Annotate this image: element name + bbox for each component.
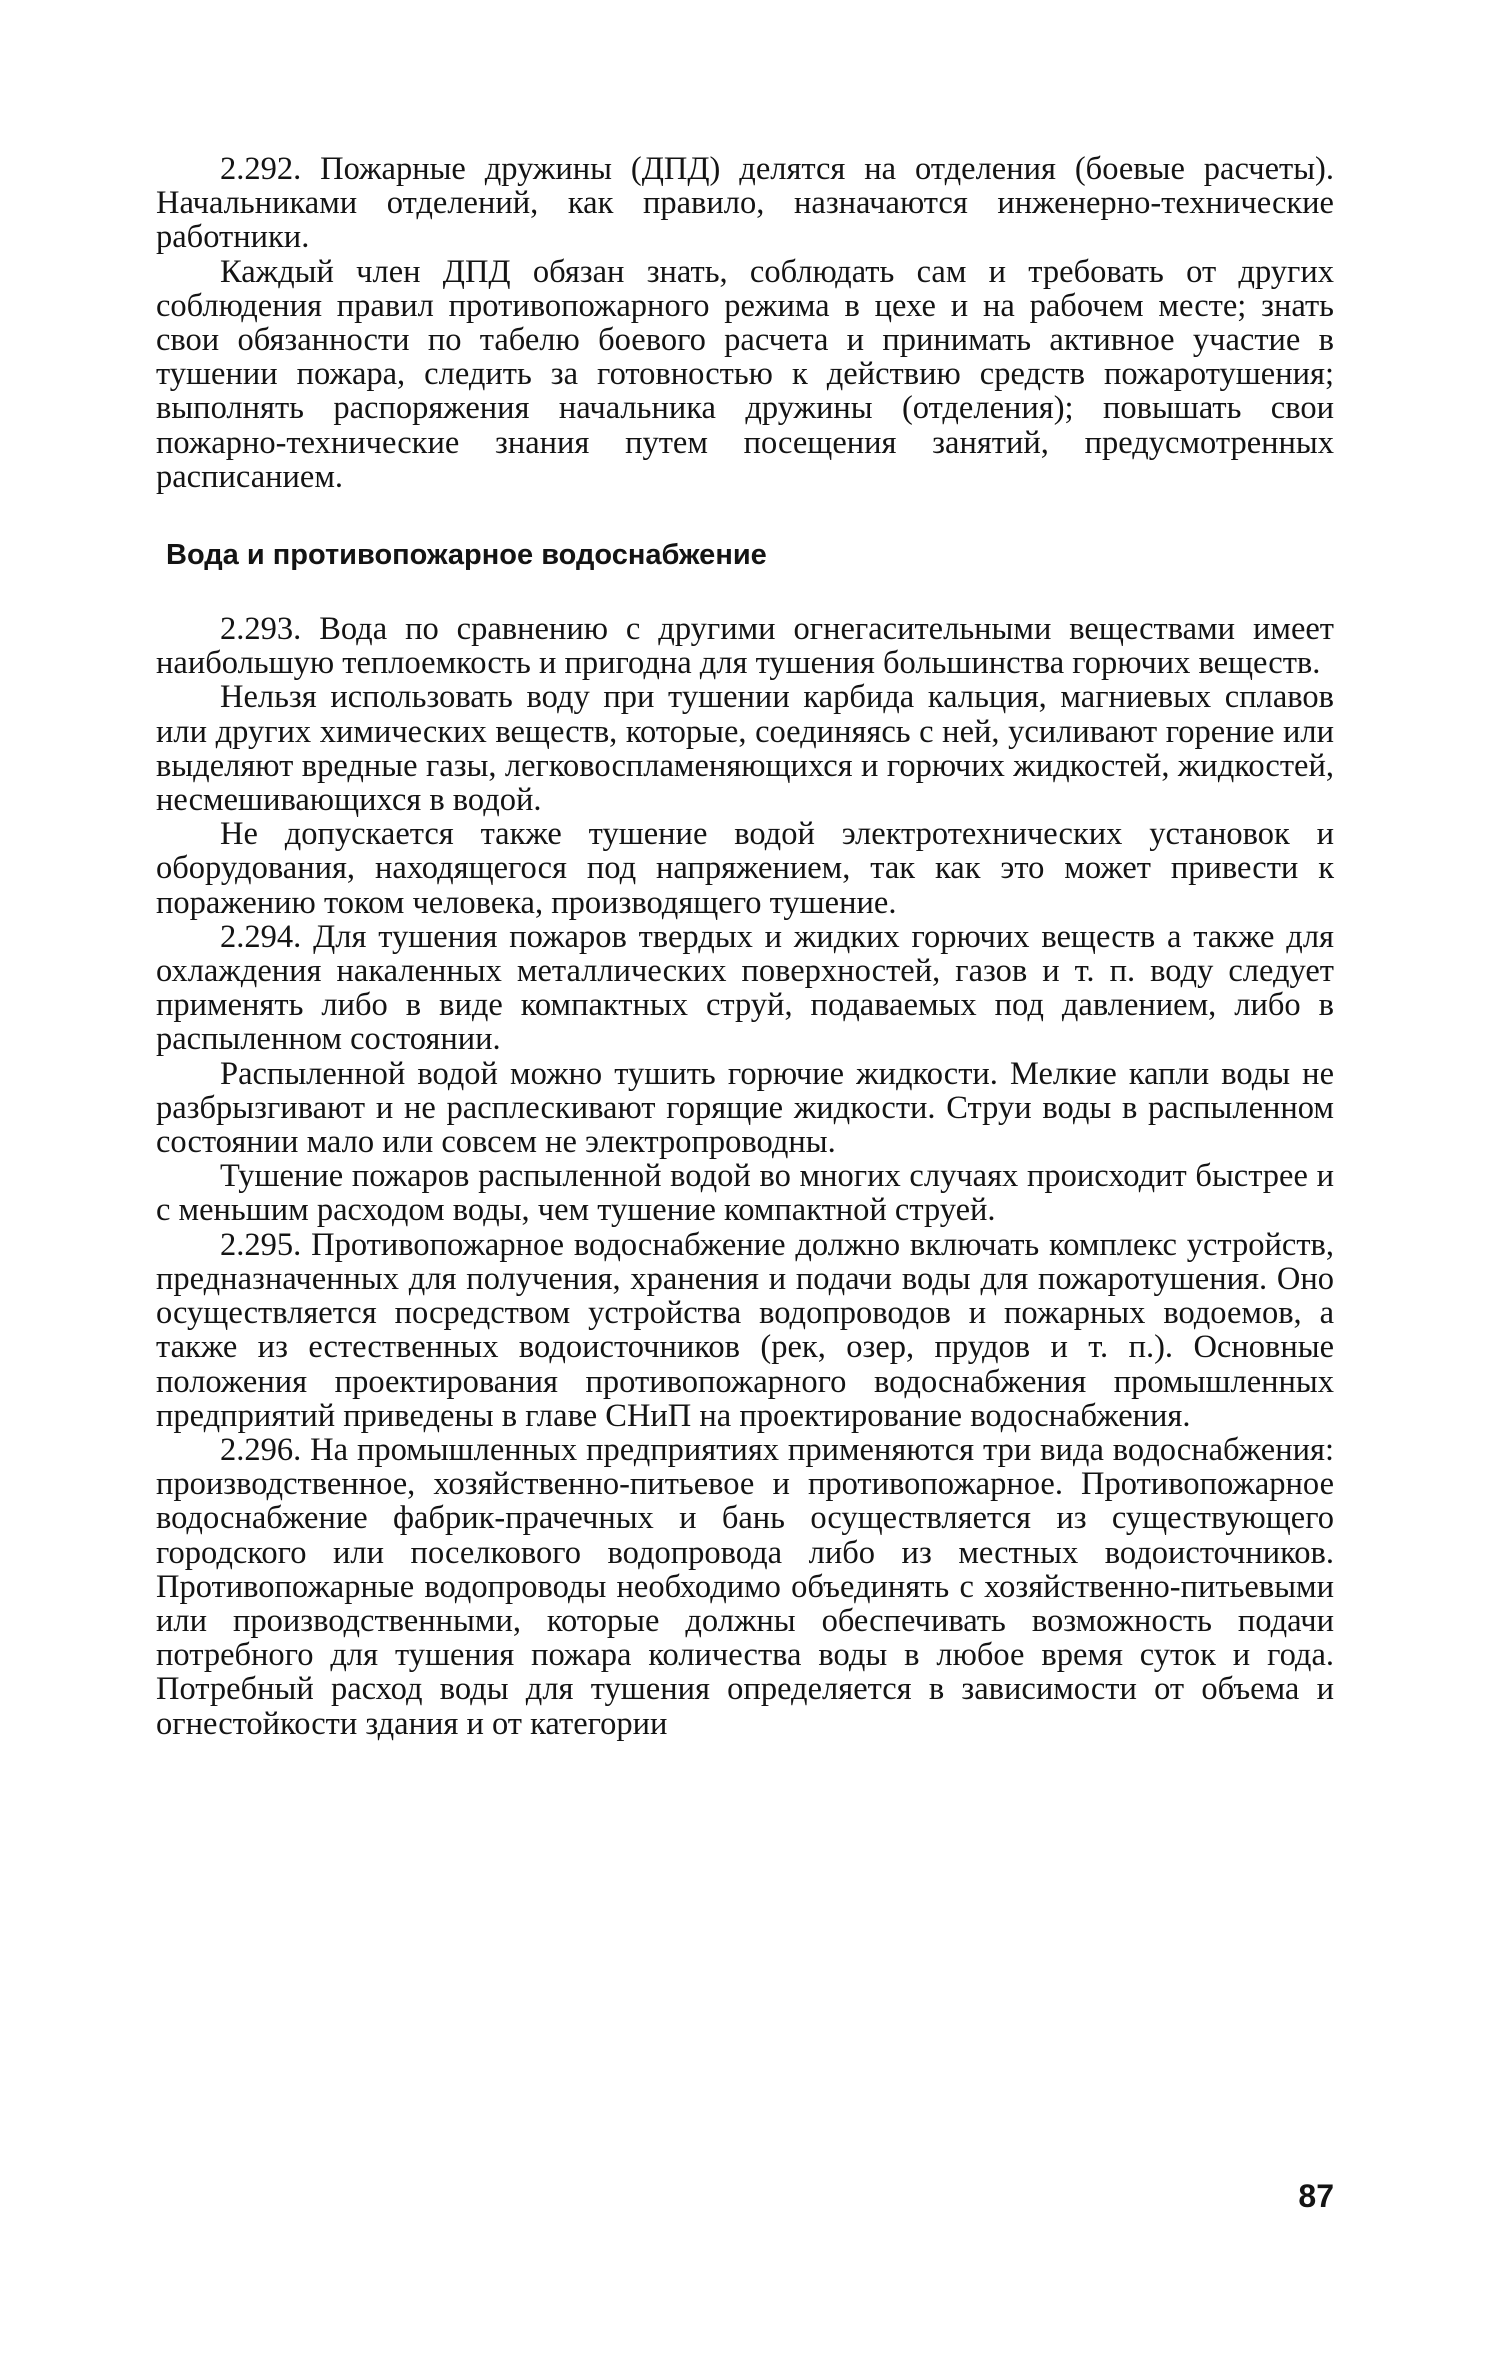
paragraph-dpd-member-duties: Каждый член ДПД обязан знать, соблюдать сам и требовать от других соблюдения правил противопожарного режима в цехе и на рабочем месте; знать свои обязанности по табелю боевого расчета и принимать активное участие в тушении пожара, следить за готовностью к действию средств пожаротушения; выполнять распоряжения начальника дружины (отделения); повышать свои пожарно-технические знания путем посещения занятий, предусмотренных расписанием. bbox=[156, 253, 1334, 495]
page-number: 87 bbox=[1298, 2178, 1334, 2214]
paragraph-electrical-equipment: Не допускается также тушение водой электротехнических установок и оборудования, находящегося под напряжением, так как это может привести к поражению током человека, производящего тушение. bbox=[156, 816, 1334, 921]
paragraph-2-296: 2.296. На промышленных предприятиях применяются три вида водоснабжения: производственное, хозяйственно-питьевое и противопожарное. Противопожарное водоснабжение фабрик-прачечных и бань осуществляется из существующего городского или поселкового водопровода либо из местных водоисточников. Противопожарные водопроводы необходимо объединять с хозяйственно-питьевыми или производственными, которые должны обеспечивать возможность подачи потребного для тушения пожара количества воды в любое время суток и года. Потребный расход воды для тушения определяется в зависимости от объема и огнестойкости здания и от категории bbox=[156, 1431, 1334, 1742]
page-body bbox=[156, 152, 1334, 1741]
paragraph-water-prohibited: Нельзя использовать воду при тушении карбида кальция, магниевых сплавов или других химических веществ, которые, соединяясь с ней, усиливают горение или выделяют вредные газы, легковоспламеняющихся и горючих жидкостей, жидкостей, несмешивающихся в водой. bbox=[156, 679, 1334, 819]
paragraph-2-292: 2.292. Пожарные дружины (ДПД) делятся на отделения (боевые расчеты). Начальниками отделений, как правило, назначаются инженерно-технические работники. bbox=[156, 151, 1334, 256]
section-heading: Вода и противопожарное водоснабжение bbox=[166, 539, 767, 572]
paragraph-sprayed-water: Распыленной водой можно тушить горючие жидкости. Мелкие капли воды не разбрызгивают и не расплескивают горящие жидкости. Струи воды в распыленном состоянии мало или совсем не электропроводны. bbox=[156, 1055, 1334, 1161]
paragraph-2-293: 2.293. Вода по сравнению с другими огнегасительными веществами имеет наибольшую теплоемкость и пригодна для тушения большинства горючих веществ. bbox=[156, 611, 1334, 682]
paragraph-sprayed-water-faster: Тушение пожаров распыленной водой во многих случаях происходит быстрее и с меньшим расходом воды, чем тушение компактной струей. bbox=[156, 1158, 1334, 1229]
paragraph-2-294: 2.294. Для тушения пожаров твердых и жидких горючих веществ а также для охлаждения накаленных металлических поверхностей, газов и т. п. воду следует применять либо в виде компактных струй, подаваемых под давлением, либо в распыленном состоянии. bbox=[156, 918, 1334, 1058]
paragraph-2-295: 2.295. Противопожарное водоснабжение должно включать комплекс устройств, предназначенных для получения, хранения и подачи воды для пожаротушения. Оно осуществляется посредством устройства водопроводов и пожарных водоемов, а также из естественных водоисточников (рек, озер, прудов и т. п.). Основные положения проектирования противопожарного водоснабжения промышленных предприятий приведены в главе СНиП на проектирование водоснабжения. bbox=[156, 1226, 1334, 1434]
